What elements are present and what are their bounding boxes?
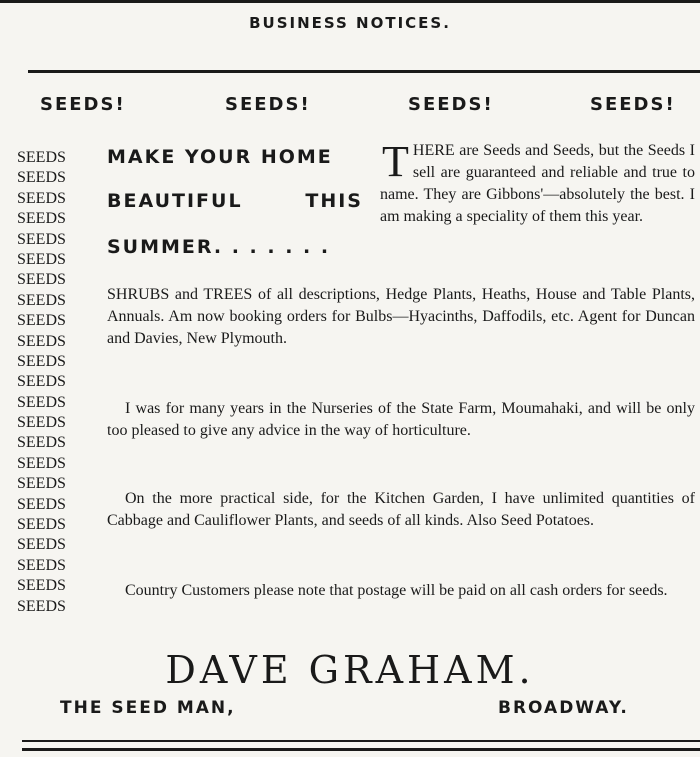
seeds-word: SEEDS <box>17 271 66 289</box>
seeds-word: SEEDS <box>17 454 66 472</box>
seeds-word: SEEDS <box>17 332 66 350</box>
experience-text: I was for many years in the Nurseries of the State Farm, Moumahaki, and will be only too pleased to give any advice in the way of horticulture. <box>107 400 695 439</box>
headline-line-2 <box>107 190 363 212</box>
kitchen-paragraph <box>107 488 695 532</box>
intro-paragraph <box>380 137 695 228</box>
seeds-heading: SEEDS! <box>590 94 676 115</box>
top-rule <box>0 0 700 3</box>
headline-beautiful: BEAUTIFUL <box>107 190 243 212</box>
seeds-word: SEEDS <box>17 434 66 452</box>
intro-text: HERE are Seeds and Seeds, but the Seeds I sell are guaranteed and reliable and true to name. They are Gibbons'—absolutely the best. I am making a speciality of them this year. <box>380 142 695 225</box>
shrubs-text: SHRUBS and TREES of all descriptions, Hedge Plants, Heaths, House and Table Plants, Annuals. Am now booking orders for Bulbs—Hyacinths, Daffodils, etc. Agent for Duncan and Davies, New Plymouth. <box>107 286 695 347</box>
seeds-word: SEEDS <box>17 312 66 330</box>
seeds-word: SEEDS <box>17 230 66 248</box>
tagline-location: BROADWAY. <box>498 698 629 718</box>
seeds-word: SEEDS <box>17 414 66 432</box>
seeds-heading: SEEDS! <box>408 94 494 115</box>
bottom-rule-lower <box>22 748 700 751</box>
drop-cap: T <box>382 137 409 186</box>
header-rule <box>28 70 700 73</box>
headline-line-1: MAKE YOUR HOME <box>107 146 333 168</box>
seeds-word: SEEDS <box>17 577 66 595</box>
seeds-word: SEEDS <box>17 149 66 166</box>
seeds-word: SEEDS <box>17 250 66 268</box>
tagline-seed-man: THE SEED MAN, <box>60 698 236 718</box>
advertiser-name: DAVE GRAHAM. <box>165 648 535 692</box>
seeds-word: SEEDS <box>17 536 66 554</box>
seeds-word: SEEDS <box>17 169 66 187</box>
seeds-word: SEEDS <box>17 393 66 411</box>
bottom-rule-upper <box>22 740 700 742</box>
seeds-word: SEEDS <box>17 597 66 615</box>
headline-line-3: SUMMER. . . . . . . <box>107 236 331 258</box>
postage-paragraph <box>107 580 695 602</box>
postage-text: Country Customers please note that postage will be paid on all cash orders for seeds. <box>125 582 668 599</box>
seeds-word: SEEDS <box>17 352 66 370</box>
shrubs-paragraph <box>107 284 695 350</box>
seeds-word: SEEDS <box>17 516 66 534</box>
seeds-word: SEEDS <box>17 210 66 228</box>
seeds-word: SEEDS <box>17 373 66 391</box>
seeds-word: SEEDS <box>17 495 66 513</box>
seeds-word: SEEDS <box>17 291 66 309</box>
seeds-heading: SEEDS! <box>40 94 126 115</box>
headline-this: THIS <box>305 190 363 212</box>
seeds-word: SEEDS <box>17 475 66 493</box>
seeds-heading: SEEDS! <box>225 94 311 115</box>
seeds-word: SEEDS <box>17 556 66 574</box>
kitchen-text: On the more practical side, for the Kitchen Garden, I have unlimited quantities of Cabbage and Cauliflower Plants, and seeds of all kinds. Also Seed Potatoes. <box>107 490 695 529</box>
seeds-word: SEEDS <box>17 189 66 207</box>
seeds-column <box>17 148 89 617</box>
section-title: BUSINESS NOTICES. <box>249 14 451 32</box>
experience-paragraph <box>107 398 695 442</box>
